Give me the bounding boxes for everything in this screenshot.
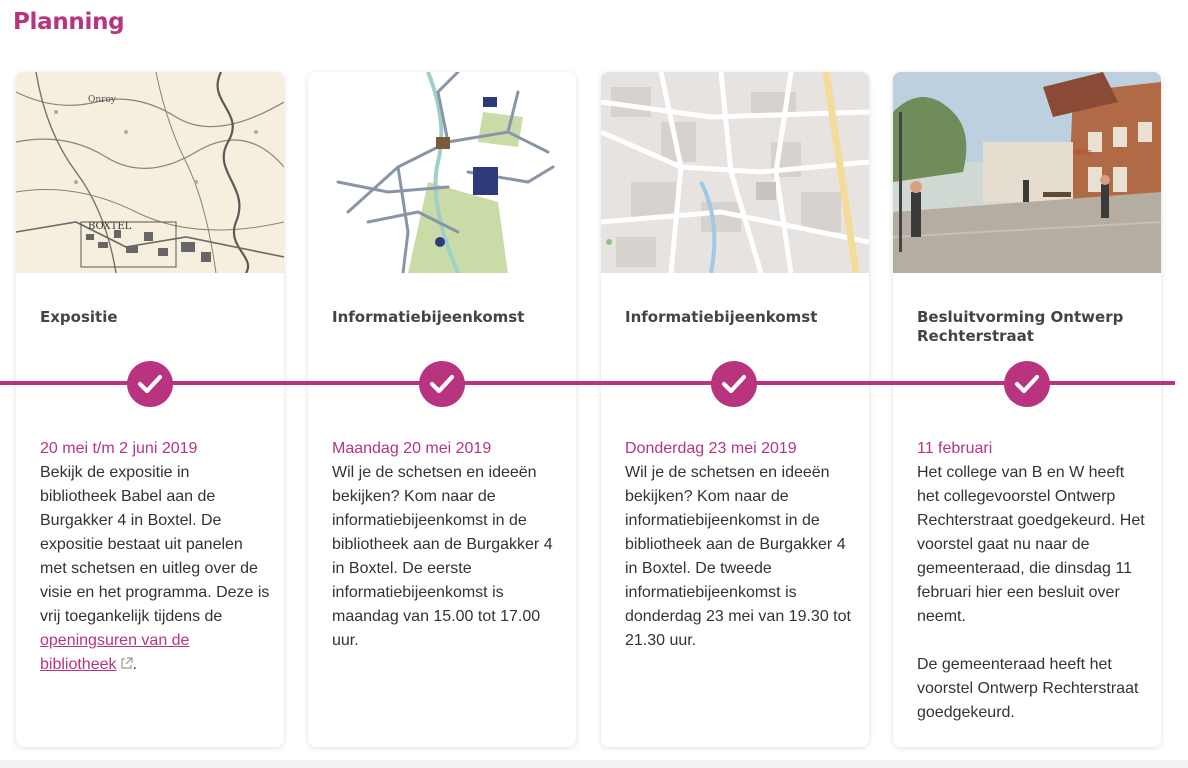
- timeline-milestone-4: [1004, 361, 1050, 407]
- historic-map-image: [16, 72, 284, 273]
- card-title: Informatiebijeenkomst: [625, 308, 818, 326]
- checkmark-icon: [137, 373, 163, 395]
- card-date: 20 mei t/m 2 juni 2019: [40, 440, 198, 457]
- checkmark-icon: [429, 373, 455, 395]
- library-opening-hours-link-label: openingsuren van de bibliotheek: [40, 632, 190, 673]
- card-title: Expositie: [40, 308, 118, 326]
- card-text: [40, 461, 270, 677]
- svg-text:BOXTEL: BOXTEL: [88, 221, 132, 232]
- checkmark-icon: [1014, 373, 1040, 395]
- timeline-milestone-2: [419, 361, 465, 407]
- card-text-intro: Bekijk de expositie in bibliotheek Babel aan de Burgakker 4 in Boxtel. De expositie bestaat uit panelen met schetsen en uitleg over de visie en het programma. Deze is vrij toegankelijk tijdens de: [40, 464, 270, 625]
- street-plan-map-image: [308, 72, 576, 273]
- planning-card-expositie: [16, 72, 284, 747]
- card-date: Maandag 20 mei 2019: [332, 440, 492, 457]
- card-title: Besluitvorming Ontwerp Rechterstraat: [917, 308, 1124, 345]
- card-text: [917, 461, 1147, 725]
- planning-card-besluitvorming: [893, 72, 1161, 747]
- card-date: 11 februari: [917, 440, 993, 457]
- town-street-map-image: [601, 72, 869, 273]
- street-design-rendering-image: [893, 72, 1161, 273]
- timeline-milestone-3: [711, 361, 757, 407]
- timeline-line: [0, 381, 1175, 385]
- card-text-paragraph-2: De gemeenteraad heeft het voorstel Ontwerp Rechterstraat goedgekeurd.: [917, 656, 1139, 721]
- card-text-end: .: [132, 656, 137, 673]
- card-text-paragraph-1: Het college van B en W heeft het collegevoorstel Ontwerp Rechterstraat goedgekeurd. Het voorstel gaat nu naar de gemeenteraad, die dinsdag 11 februari hier een besluit over neemt.: [917, 464, 1145, 625]
- page-title: Planning: [13, 9, 125, 35]
- svg-text:Ghan: Ghan: [1073, 148, 1092, 156]
- card-title: Informatiebijeenkomst: [332, 308, 525, 326]
- svg-text:Onroy: Onroy: [88, 95, 116, 105]
- card-date: Donderdag 23 mei 2019: [625, 440, 797, 457]
- planning-card-informatiebijeenkomst-2: [601, 72, 869, 747]
- bottom-band: [0, 760, 1188, 768]
- external-link-icon: [120, 657, 133, 670]
- checkmark-icon: [721, 373, 747, 395]
- card-text: Wil je de schetsen en ideeën bekijken? Kom naar de informatiebijeenkomst in de bibliotheek aan de Burgakker 4 in Boxtel. De tweede informatiebijeenkomst is donderdag 23 mei van 19.30 tot 21.30 uur.: [625, 464, 851, 649]
- planning-card-informatiebijeenkomst-1: [308, 72, 576, 747]
- card-text: Wil je de schetsen en ideeën bekijken? Kom naar de informatiebijeenkomst in de bibliotheek aan de Burgakker 4 in Boxtel. De eerste informatiebijeenkomst is maandag van 15.00 tot 17.00 uur.: [332, 464, 553, 649]
- library-opening-hours-link[interactable]: [40, 632, 189, 673]
- timeline-milestone-1: [127, 361, 173, 407]
